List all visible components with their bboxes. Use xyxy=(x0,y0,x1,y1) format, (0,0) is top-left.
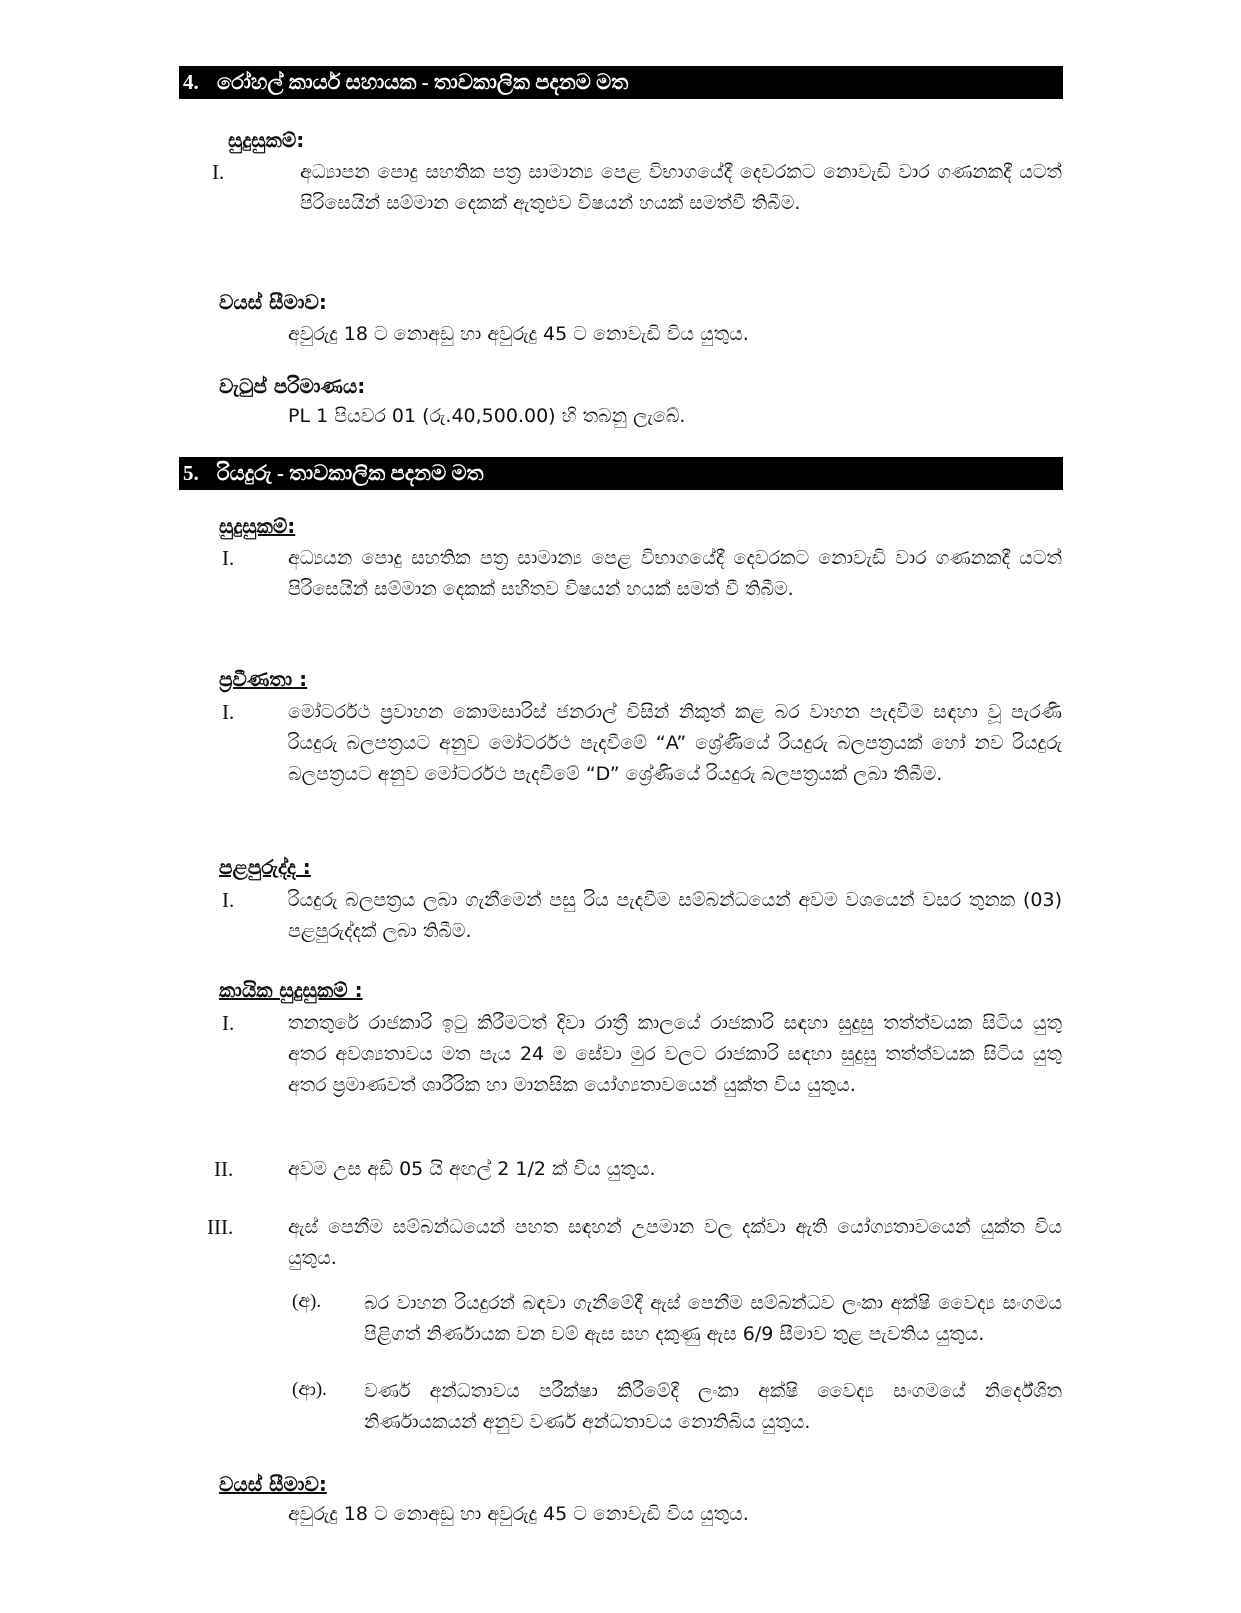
s5-sub-text-a: බර වාහන රියදුරන් බඳවා ගැනීමේදී ඇස් පෙනීම සම්බන්ධව ලංකා අක්ෂි වෛද්‍ය සංගමය පිළිගත් නිර්ණායක වන වම් ඇස සහ දකුණු ඇස 6/9 සීමාව තුළ පැවතිය යුතුය. xyxy=(364,1292,1062,1345)
section-5-title: රියදුරු - තාවකාලික පදනම මත xyxy=(217,461,484,485)
s4-salary-heading: වැටුප් පරිමාණය: xyxy=(219,374,366,398)
section-5-header xyxy=(179,457,1063,490)
s4-salary-text: PL 1 පියවර 01 (රු.40,500.00) හි තබනු ලැබේ. xyxy=(288,405,686,427)
s5-age-heading: වයස් සීමාව: xyxy=(219,1472,327,1496)
s5-sub-label-aa: (ආ). xyxy=(292,1379,327,1400)
s5-phys-numeral-3: III. xyxy=(207,1215,234,1239)
section-4-header xyxy=(179,66,1063,99)
s5-qualifications-heading: සුදුසුකම්: xyxy=(219,514,296,538)
s5-exp-numeral: I. xyxy=(222,888,235,912)
s4-age-text: අවුරුදු 18 ට නොඅඩු හා අවුරුදු 45 ට නොවැඩි විය යුතුය. xyxy=(288,323,749,345)
s5-qual-numeral: I. xyxy=(222,546,235,570)
s5-exp-text: රියදුරු බලපත්‍රය ලබා ගැනීමෙන් පසු රිය පැදවීම සම්බන්ධයෙන් අවම වශයෙන් වසර තුනක (03) පළපුරුද්දක් ලබා තිබීම. xyxy=(288,889,1062,942)
s4-qual-text: අධ්‍යාපන පොදු සහතික පත්‍ර සාමාන්‍ය පෙළ විභාගයේදී දෙවරකට නොවැඩි වාර ගණනකදී යටත් පිරිසෙයින් සම්මාන දෙකක් ඇතුළුව විෂයන් හයක් සමත්වී තිබීම. xyxy=(300,161,1062,214)
s5-sub-label-a: (අ). xyxy=(292,1291,322,1312)
s5-phys-text-3: ඇස් පෙනීම සම්බන්ධයෙන් පහත සඳහන් උපමාන වල දක්වා ඇති යෝග්‍යතාවයෙන් යුක්ත විය යුතුය. xyxy=(288,1216,1062,1269)
section-5-number: 5. xyxy=(183,461,199,485)
s5-phys-numeral-1: I. xyxy=(222,1011,235,1035)
s5-qual-text: අධ්‍යයන පොදු සහතික පත්‍ර සාමාන්‍ය පෙළ විභාගයේදී දෙවරකට නොවැඩි වාර ගණනකදී යටත් පිරිසෙයින් සම්මාන දෙකක් සහිතව විෂයන් හයක් සමත් වී තිබීම. xyxy=(288,547,1062,600)
s4-age-heading: වයස් සීමාව: xyxy=(219,290,327,314)
s5-physical-heading: කායික සුදුසුකම් : xyxy=(219,978,363,1002)
s5-phys-text-2: අවම උස අඩි 05 යි අඟල් 2 1/2 ක් විය යුතුය. xyxy=(288,1158,656,1180)
s5-proficiency-heading: ප්‍රවීණතා : xyxy=(219,667,308,691)
s5-prof-text: මෝටර්රථ ප්‍රවාහන කොමසාරිස් ජනරාල් විසින් නිකුත් කළ බර වාහන පැදවීම සඳහා වූ පැරණි රියදුරු බලපත්‍රයට අනුව මෝටර්රථ පැදවීමේ “A” ශ්‍රේණියේ රියදුරු බලපත්‍රයක් හෝ නව රියදුරු බලපත්‍රයට අනුව මෝටර්රථ පැදවීමේ “D” ශ්‍රේණියේ රියදුරු බලපත්‍රයක් ලබා තිබීම. xyxy=(288,701,1062,785)
s4-qualifications-heading: සුදුසුකම්: xyxy=(228,128,305,152)
s5-prof-numeral: I. xyxy=(222,700,235,724)
s4-qual-numeral: I. xyxy=(212,160,225,184)
s5-phys-text-1: තනතුරේ රාජකාරි ඉටු කිරීමටත් දිවා රාත්‍රී කාලයේ රාජකාරි සඳහා සුදුසු තත්ත්වයක සිටිය යුතු අතර අවශ්‍යතාවය මත පැය 24 ම සේවා මුර වලට රාජකාරි සඳහා සුදුසු තත්ත්වයක සිටිය යුතු අතර ප්‍රමාණවත් ශාරීරික හා මානසික යෝග්‍යතාවයෙන් යුක්ත විය යුතුය. xyxy=(288,1012,1062,1096)
section-4-number: 4. xyxy=(183,70,199,94)
s5-sub-text-aa: වර්ණ අන්ධතාවය පරීක්ෂා කිරීමේදී ලංකා අක්ෂි වෛද්‍ය සංගමයේ නිර්දේශිත නිර්ණායකයන් අනුව වර්ණ අන්ධතාවය නොතිබිය යුතුය. xyxy=(364,1380,1062,1433)
section-4-title: රෝහල් කාර්ය සහායක - තාවකාලික පදනම මත xyxy=(217,70,629,94)
s5-experience-heading: පළපුරුද්ද : xyxy=(219,855,311,879)
s5-age-text: අවුරුදු 18 ට නොඅඩු හා අවුරුදු 45 ට නොවැඩි විය යුතුය. xyxy=(288,1503,749,1525)
s5-phys-numeral-2: II. xyxy=(214,1157,234,1181)
